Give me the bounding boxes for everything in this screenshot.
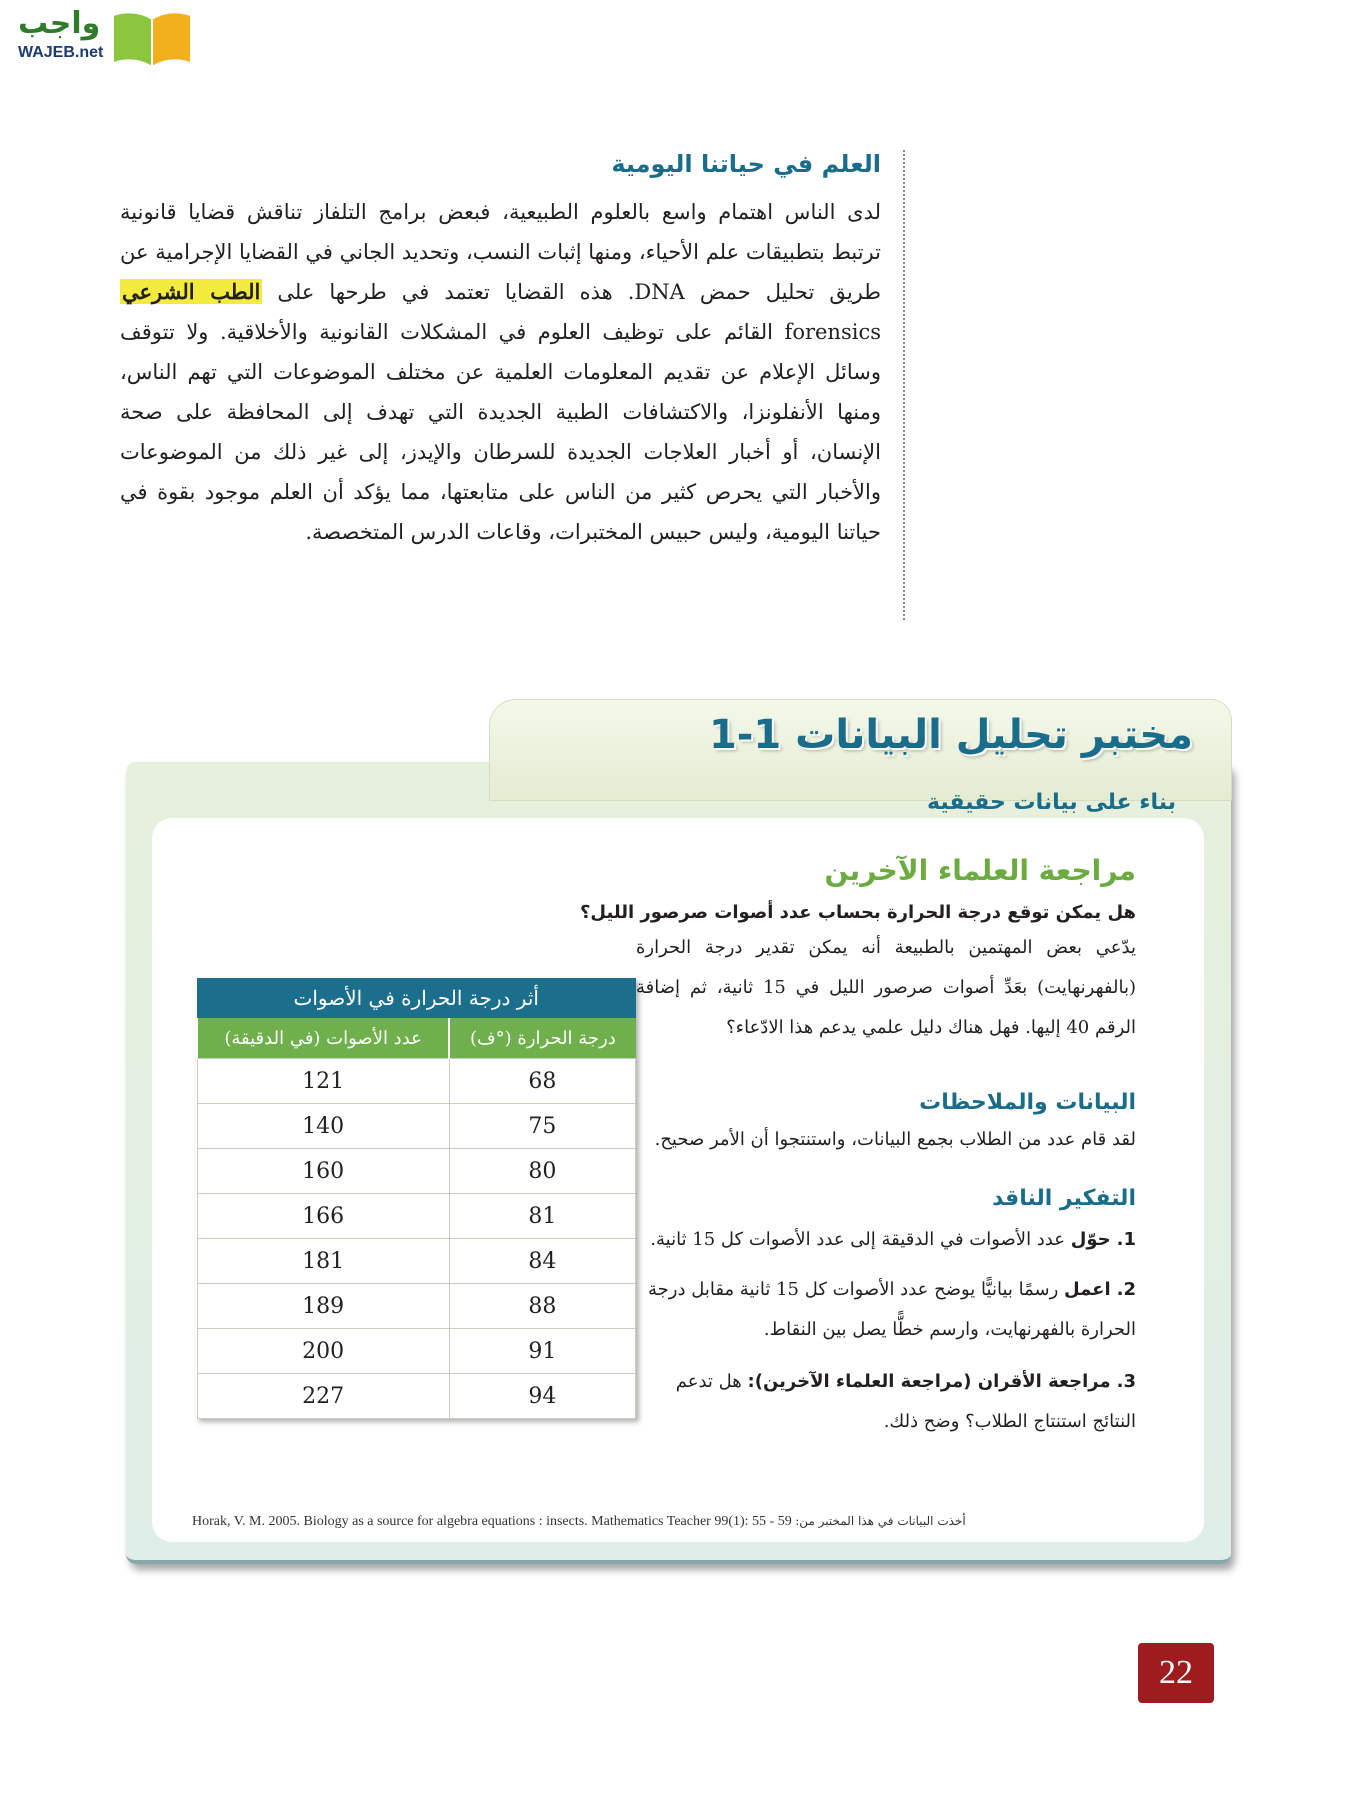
source-citation: Horak, V. M. 2005. Biology as a source for algebra equations : insects. Mathematics Teacher 99(1): 55 - 59 [192, 1514, 792, 1529]
cell-sounds: 166 [197, 1194, 449, 1239]
question-number: 3. [1116, 1371, 1136, 1392]
table-row [197, 1284, 636, 1329]
column-header-temperature: درجة الحرارة (°ف) [449, 1018, 635, 1059]
cell-temp: 81 [449, 1194, 635, 1239]
source-label: أخذت البيانات في هذا المختبر من: [795, 1514, 966, 1528]
column-header-sounds: عدد الأصوات (في الدقيقة) [197, 1018, 449, 1059]
highlighted-term: الطب الشرعي [122, 279, 261, 304]
data-analysis-lab-panel [126, 700, 1231, 1560]
lab-question: هل يمكن توقع درجة الحرارة بحساب عدد أصوات صرصور الليل؟ [579, 902, 1136, 923]
table-row [197, 1239, 636, 1284]
question-text: هل تدعم النتائج استنتاج الطلاب؟ وضح ذلك. [675, 1371, 1136, 1432]
cell-temp: 94 [449, 1374, 635, 1419]
cell-temp: 84 [449, 1239, 635, 1284]
lab-content-card [152, 818, 1204, 1542]
cell-temp: 91 [449, 1329, 635, 1374]
data-observations-text: لقد قام عدد من الطلاب بجمع البيانات، واستنتجوا أن الأمر صحيح. [654, 1129, 1136, 1150]
cell-temp: 88 [449, 1284, 635, 1329]
cell-sounds: 189 [197, 1284, 449, 1329]
question-2 [636, 1270, 1136, 1350]
question-text: عدد الأصوات في الدقيقة إلى عدد الأصوات كل 15 ثانية. [650, 1229, 1065, 1250]
wajeb-logo[interactable] [8, 4, 188, 68]
table-row [197, 1329, 636, 1374]
science-in-daily-life-section [120, 150, 905, 620]
lab-subtitle: بناء على بيانات حقيقية [927, 790, 1176, 815]
data-source-note [192, 1514, 1192, 1530]
cell-sounds: 140 [197, 1104, 449, 1149]
lab-title: مختبر تحليل البيانات 1-1 [708, 712, 1193, 758]
table-row [197, 1059, 636, 1104]
page-number-badge: 22 [1138, 1643, 1214, 1703]
paragraph-text-end: forensics القائم على توظيف العلوم في المشكلات القانونية والأخلاقية. ولا تتوقف وسائل الإعلام عن تقديم المعلومات العلمية عن مختلف الموضوعات التي تهم الناس، ومنها الأنفلونزا، والاكتشافات الطبية الجديدة التي تهدف إلى المحافظة على صحة الإنسان، أو أخبار العلاجات الجديدة للسرطان والإيدز، إلى غير ذلك من الموضوعات والأخبار التي يحرص كثير من الناس على متابعتها، مما يؤكد أن العلم موجود بقوة في حياتنا اليومية، وليس حبيس المختبرات، وقاعات الدرس المتخصصة. [120, 320, 881, 544]
cell-sounds: 160 [197, 1149, 449, 1194]
cell-sounds: 121 [197, 1059, 449, 1104]
table-row [197, 1104, 636, 1149]
logo-english-text: WAJEB.net [18, 44, 104, 61]
lab-intro: يدّعي بعض المهتمين بالطبيعة أنه يمكن تقدير درجة الحرارة (بالفهرنهايت) بعَدِّ أصوات صرصور الليل في 15 ثانية، ثم إضافة الرقم 40 إليها. فهل هناك دليل علمي يدعم هذا الادّعاء؟ [636, 937, 1136, 1038]
table-row [197, 1194, 636, 1239]
logo-arabic-text: واجب [18, 6, 101, 41]
question-verb: حوّل [1070, 1229, 1111, 1250]
lab-heading: مراجعة العلماء الآخرين [824, 854, 1136, 887]
cell-sounds: 227 [197, 1374, 449, 1419]
cell-temp: 68 [449, 1059, 635, 1104]
cell-temp: 80 [449, 1149, 635, 1194]
question-number: 2. [1116, 1279, 1136, 1300]
data-table [196, 978, 636, 1419]
section-title: العلم في حياتنا اليومية [611, 150, 881, 178]
cell-temp: 75 [449, 1104, 635, 1149]
question-verb: مراجعة الأقران (مراجعة العلماء الآخرين): [747, 1371, 1111, 1392]
critical-thinking-heading: التفكير الناقد [992, 1186, 1136, 1211]
data-observations-heading: البيانات والملاحظات [919, 1090, 1136, 1115]
table-caption: أثر درجة الحرارة في الأصوات [197, 978, 636, 1018]
question-1 [650, 1220, 1136, 1260]
question-3 [636, 1362, 1136, 1442]
paragraph-text-start: لدى الناس اهتمام واسع بالعلوم الطبيعية، فبعض برامج التلفاز تناقش قضايا قانونية ترتبط بتطبيقات علم الأحياء، ومنها إثبات النسب، وتحديد الجاني في القضايا الإجرامية عن طريق تحليل حمض DNA. هذه القضايا تعتمد في طرحها على [120, 200, 881, 304]
cell-sounds: 181 [197, 1239, 449, 1284]
cell-sounds: 200 [197, 1329, 449, 1374]
question-verb: اعمل [1064, 1279, 1111, 1300]
question-text: رسمًا بيانيًّا يوضح عدد الأصوات كل 15 ثانية مقابل درجة الحرارة بالفهرنهايت، وارسم خطًّا يصل بين النقاط. [648, 1279, 1136, 1340]
lab-title-tab [490, 700, 1231, 800]
open-book-icon [110, 8, 194, 66]
table-row [197, 1374, 636, 1419]
question-number: 1. [1116, 1229, 1136, 1250]
section-paragraph [120, 192, 881, 552]
table-row [197, 1149, 636, 1194]
